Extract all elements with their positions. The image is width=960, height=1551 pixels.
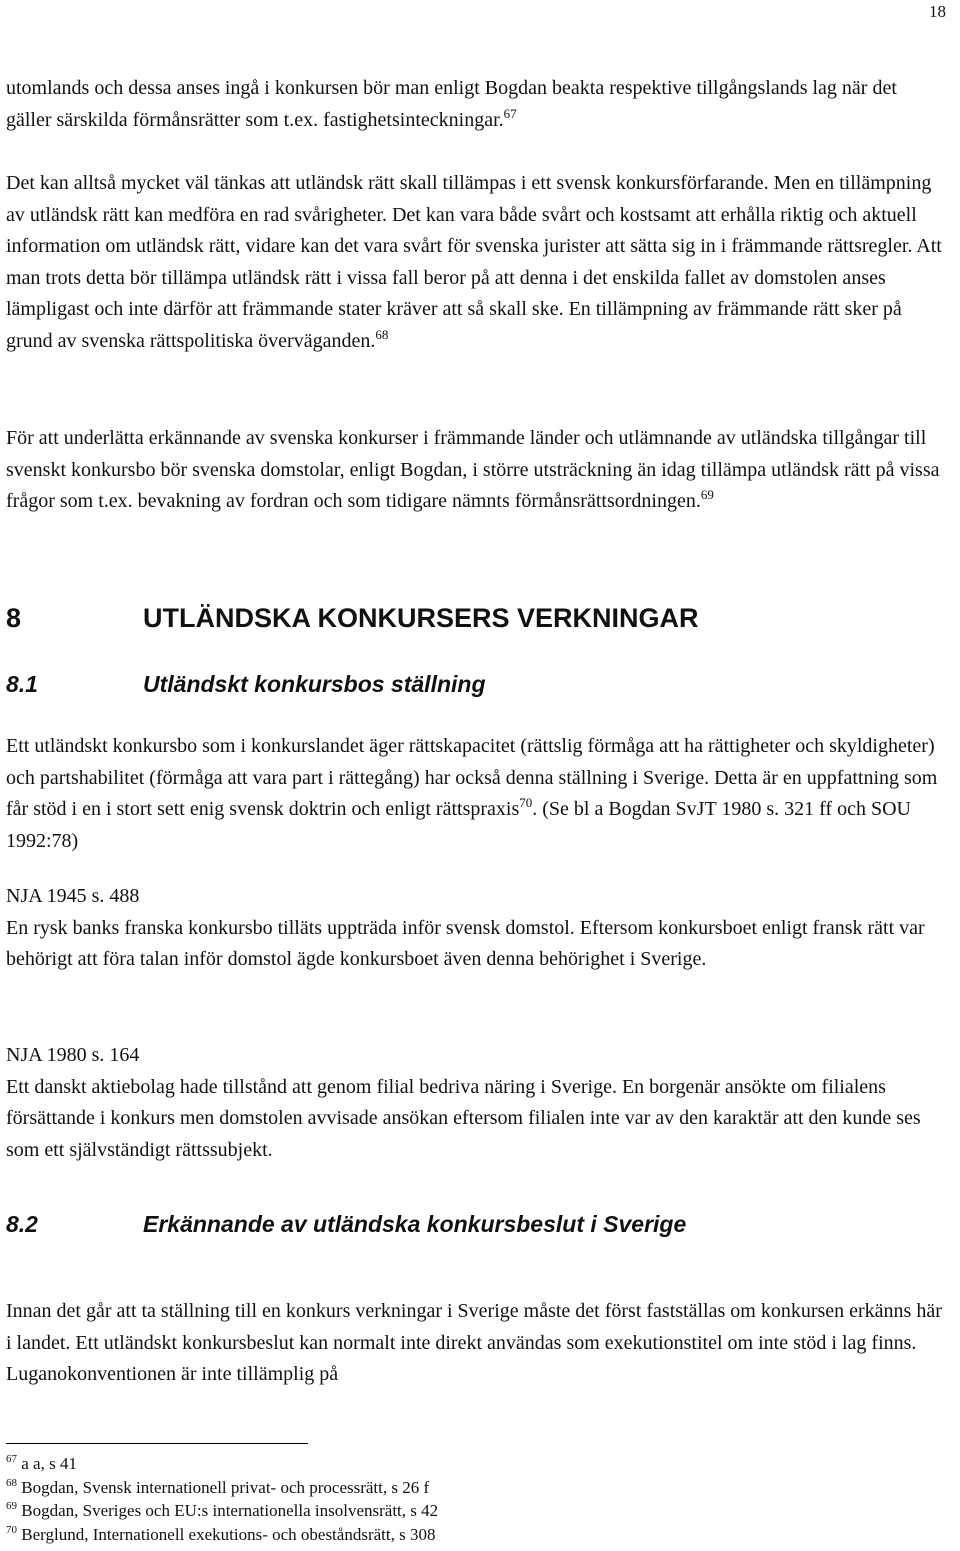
footnote-number: 67 bbox=[6, 1453, 17, 1465]
section-title: UTLÄNDSKA KONKURSERS VERKNINGAR bbox=[143, 603, 699, 633]
section-title: Erkännande av utländska konkursbeslut i Sverige bbox=[143, 1211, 687, 1237]
paragraph-2-text: Det kan alltså mycket väl tänkas att utländsk rätt skall tillämpas i ett svensk konkursförfarande. Men en tillämpning av utländsk rätt kan medföra en rad svårigheter. Det kan vara både svårt och kostsamt att erhålla riktig och aktuell information om utländsk rätt, vidare kan det vara svårt för svenska jurister att sätta sig in i främmande rättsregler. Att man trots detta bör tillämpa utländsk rätt i vissa fall beror på att denna i det enskilda fallet av domstolen anses lämpligast och inte därför att främmande stater kräver att så skall ske. En tillämpning av främmande rätt sker på grund av svenska rättspolitiska överväganden. bbox=[6, 172, 942, 352]
paragraph-5 bbox=[6, 1296, 946, 1391]
paragraph-3 bbox=[6, 423, 946, 518]
footnotes bbox=[6, 1452, 946, 1546]
section-title: Utländskt konkursbos ställning bbox=[143, 671, 486, 697]
section-heading-8 bbox=[6, 603, 699, 634]
section-heading-8-2 bbox=[6, 1211, 686, 1238]
paragraph-4-text: Ett utländskt konkursbo som i konkurslandet äger rättskapacitet (rättslig förmåga att ha rättigheter och skyldigheter) och partshabilitet (förmåga att vara part i rättegång) har också denna ställning i Sverige. Detta är en uppfattning som får stöd i en i stort sett enig svensk doktrin och enligt rättspraxis bbox=[6, 735, 938, 820]
section-number: 8.1 bbox=[6, 671, 38, 697]
paragraph-1-text: utomlands och dessa anses ingå i konkursen bör man enligt Bogdan beakta respektive tillgångslands lag när det gäller särskilda förmånsrätter som t.ex. fastighetsinteckningar. bbox=[6, 77, 897, 131]
paragraph-1 bbox=[6, 73, 946, 136]
footnote-number: 68 bbox=[6, 1476, 17, 1489]
section-number: 8.2 bbox=[6, 1211, 38, 1237]
footnote-text: a a, s 41 bbox=[21, 1454, 77, 1473]
footnote-69 bbox=[6, 1499, 946, 1523]
page-number: 18 bbox=[929, 2, 946, 21]
footnote-divider bbox=[6, 1443, 308, 1444]
case-text: Ett danskt aktiebolag hade tillstånd att genom filial bedriva näring i Sverige. En borgenär ansökte om filialens försättande i konkurs men domstolen avvisade ansökan eftersom filialen inte var av den karaktär att den kunde ses som ett självständigt rättssubjekt. bbox=[6, 1075, 921, 1161]
footnote-ref-67[interactable]: 67 bbox=[503, 105, 517, 121]
footnote-text: Bogdan, Svensk internationell privat- och processrätt, s 26 f bbox=[21, 1477, 430, 1497]
paragraph-3-text: För att underlätta erkännande av svenska konkurser i främmande länder och utlämnande av utländska tillgångar till svenskt konkursbo bör svenska domstolar, enligt Bogdan, i större utsträckning än idag tillämpa utländsk rätt på vissa frågor som t.ex. bevakning av fordran och som tidigare nämnts förmånsrättsordningen. bbox=[6, 427, 940, 512]
case-text: En rysk banks franska konkursbo tilläts uppträda inför svensk domstol. Eftersom konkursboet enligt fransk rätt var behörigt att föra talan inför domstol ägde konkursboet även denna behörighet i Sverige. bbox=[6, 916, 925, 970]
paragraph-4-text-after: . (Se bl a Bogdan SvJT 1980 s. 321 ff och SOU 1992:78) bbox=[6, 798, 911, 852]
case-title: NJA 1945 s. 488 bbox=[6, 885, 140, 907]
paragraph-5-text: Innan det går att ta ställning till en konkurs verkningar i Sverige måste det först fastställas om konkursen erkänns här i landet. Ett utländskt konkursbeslut kan normalt inte direkt användas som exekutionstitel om inte stöd i lag finns. Luganokonventionen är inte tillämplig på bbox=[6, 1300, 942, 1385]
footnote-number: 70 bbox=[6, 1523, 17, 1536]
case-title: NJA 1980 s. 164 bbox=[6, 1044, 140, 1066]
footnote-ref-69[interactable]: 69 bbox=[700, 487, 714, 502]
footnote-67 bbox=[6, 1452, 946, 1476]
footnote-text: Berglund, Internationell exekutions- och obeståndsrätt, s 308 bbox=[21, 1524, 436, 1544]
footnote-ref-68[interactable]: 68 bbox=[375, 326, 389, 342]
footnote-68 bbox=[6, 1476, 946, 1500]
footnote-70 bbox=[6, 1523, 946, 1547]
case-nja-1945 bbox=[6, 881, 946, 976]
footnote-number: 69 bbox=[6, 1500, 17, 1512]
section-heading-8-1 bbox=[6, 671, 486, 698]
footnote-ref-70[interactable]: 70 bbox=[519, 795, 533, 810]
paragraph-2 bbox=[6, 168, 946, 357]
footnote-text: Bogdan, Sveriges och EU:s internationella insolvensrätt, s 42 bbox=[21, 1501, 439, 1520]
section-number: 8 bbox=[6, 603, 22, 633]
case-nja-1980 bbox=[6, 1040, 946, 1166]
paragraph-4 bbox=[6, 731, 946, 857]
